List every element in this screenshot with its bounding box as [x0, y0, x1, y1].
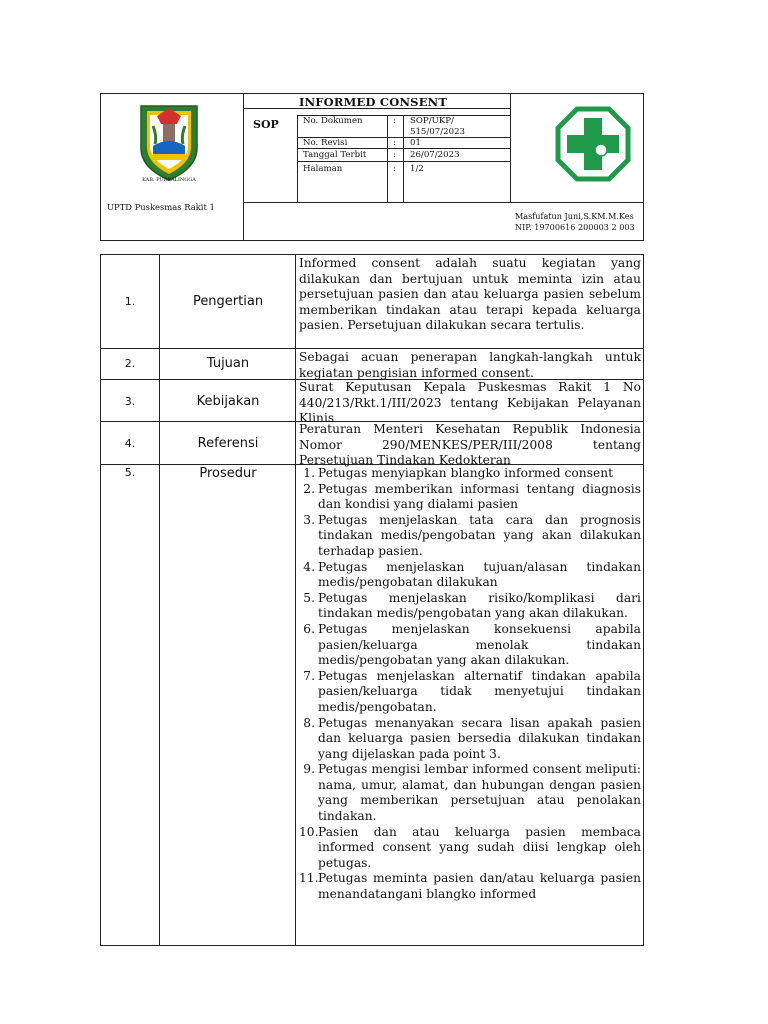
sop-content-table	[100, 254, 644, 946]
list-item: 10. Pasien dan atau keluarga pasien membaca informed consent yang sudah diisi lengkap oleh petugas.	[299, 824, 641, 870]
revision-value: 01	[410, 138, 421, 148]
divider	[243, 202, 643, 203]
issue-date-label: Tanggal Terbit	[303, 150, 367, 160]
separator: :	[393, 150, 396, 160]
divider	[101, 348, 643, 349]
list-item: 1. Petugas menyiapkan blangko informed consent	[303, 466, 614, 480]
row-text-tujuan: Sebagai acuan penerapan langkah-langkah untuk kegiatan pengisian informed consent.	[299, 350, 641, 380]
row-label-pengertian: Pengertian	[192, 294, 264, 309]
sop-label: SOP	[253, 118, 279, 131]
row-number: 4.	[124, 437, 136, 450]
divider	[243, 94, 244, 240]
revision-label: No. Revisi	[303, 138, 348, 148]
row-label-kebijakan: Kebijakan	[196, 394, 260, 409]
list-item: 5. Petugas menjelaskan risiko/komplikasi dari tindakan medis/pengobatan yang akan dilakukan.	[303, 590, 641, 621]
signatory-nip: NIP. 19700616 200003 2 003	[515, 222, 635, 232]
row-number: 2.	[124, 357, 136, 370]
page-value: 1/2	[410, 164, 424, 174]
list-item: 4. Petugas menjelaskan tujuan/alasan tindakan medis/pengobatan dilakukan	[303, 559, 641, 590]
document-info-table	[297, 115, 510, 202]
separator: :	[393, 164, 396, 174]
list-item: 11. Petugas meminta pasien dan/atau keluarga pasien menandatangani blangko informed	[299, 871, 641, 902]
health-cross-icon	[555, 106, 631, 182]
row-number: 5.	[124, 466, 136, 479]
procedure-list	[299, 466, 641, 944]
issue-date-value: 26/07/2023	[410, 150, 460, 160]
list-item: 7. Petugas menjelaskan alternatif tindakan apabila pasien/keluarga tidak menyetujui tindakan medis/pengobatan.	[303, 668, 641, 714]
row-label-referensi: Referensi	[197, 436, 259, 451]
page-label: Halaman	[303, 164, 343, 174]
signatory-name: Masfufatun Juni,S.KM.M.Kes	[515, 211, 634, 221]
regency-crest-icon	[135, 102, 203, 182]
row-label-prosedur: Prosedur	[199, 466, 257, 481]
row-label-tujuan: Tujuan	[206, 356, 250, 371]
row-text-referensi: Peraturan Menteri Kesehatan Republik Indonesia Nomor 290/MENKES/PER/III/2008 tentang Persetujuan Tindakan Kedokteran	[299, 422, 641, 468]
row-text-pengertian: Informed consent adalah suatu kegiatan yang dilakukan dan bertujuan untuk meminta izin atau persetujuan pasien dan atau keluarga pasien sebelum memberikan tindakan atau terapi kepada keluarga pasien. Persetujuan dilakukan secara tertulis.	[299, 256, 641, 333]
list-item: 9. Petugas mengisi lembar informed consent meliputi: nama, umur, alamat, dan hubungan dengan pasien yang memberikan persetujuan atau penolakan tindakan.	[303, 762, 641, 824]
doc-number-value: SOP/UKP/ 515/07/2023	[410, 116, 465, 137]
separator: :	[393, 138, 396, 148]
separator: :	[393, 116, 396, 126]
row-number: 3.	[124, 395, 136, 408]
list-item: 8. Petugas menanyakan secara lisan apakah pasien dan keluarga pasien bersedia dilakukan tindakan yang dijelaskan pada point 3.	[303, 715, 641, 761]
sop-header	[100, 93, 644, 241]
row-text-kebijakan: Surat Keputusan Kepala Puskesmas Rakit 1 No 440/213/Rkt.1/III/2023 tentang Kebijakan Pelayanan Klinis	[299, 380, 641, 426]
document-title: INFORMED CONSENT	[299, 95, 448, 109]
list-item: 6. Petugas menjelaskan konsekuensi apabila pasien/keluarga menolak tindakan medis/pengobatan yang akan dilakukan.	[303, 621, 641, 668]
list-item: 2. Petugas memberikan informasi tentang diagnosis dan kondisi yang dialami pasien	[303, 481, 641, 512]
logo-caption: KAB. PURBALINGGA	[142, 177, 196, 183]
regency-logo	[135, 102, 203, 182]
divider	[510, 94, 511, 202]
doc-number-label: No. Dokumen	[303, 116, 363, 126]
list-item: 3. Petugas menjelaskan tata cara dan prognosis tindakan medis/pengobatan yang akan dilakukan terhadap pasien.	[303, 512, 641, 558]
organization-name: UPTD Puskesmas Rakit 1	[107, 202, 215, 212]
puskesmas-logo	[555, 106, 631, 182]
row-number: 1.	[124, 295, 136, 308]
